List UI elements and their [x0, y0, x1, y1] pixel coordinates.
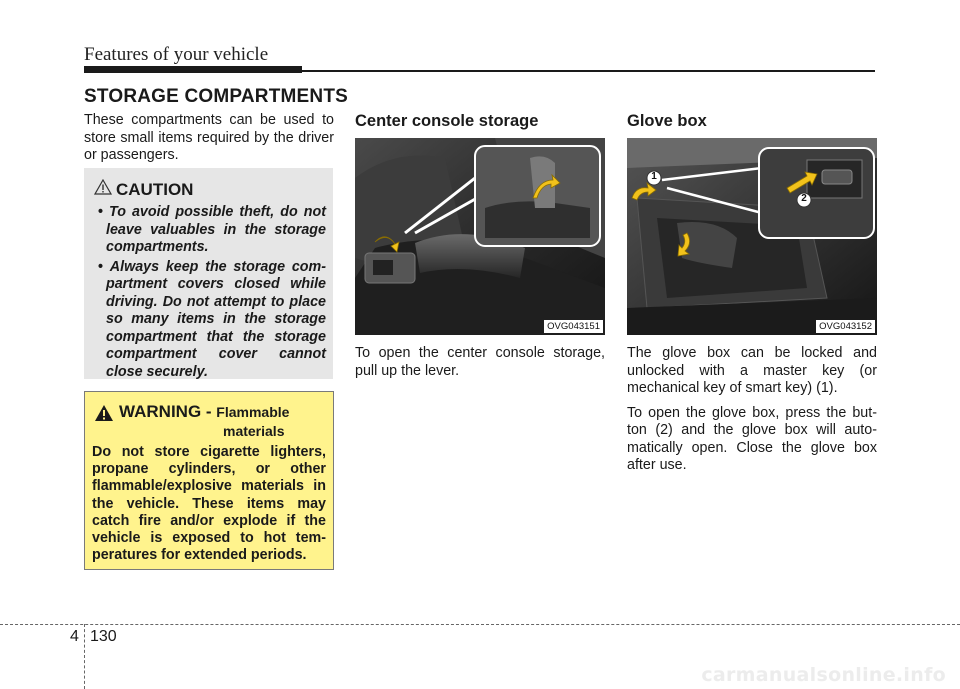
- chapter-number: 4: [70, 628, 79, 645]
- page-header-title: Features of your vehicle: [84, 44, 269, 65]
- warning-box: [84, 391, 334, 570]
- center-console-illustration: [355, 138, 605, 335]
- footer-dashed-divider: [84, 624, 85, 689]
- glove-box-illustration: [627, 138, 877, 335]
- caution-item: • Always keep the storage com-partment covers closed while driving. Do not attempt to place so many items in the storage compartment that the storage compartment cover cannot close securely.: [90, 259, 326, 382]
- header-rule-thick: [84, 66, 302, 73]
- caution-box: [84, 168, 333, 379]
- caution-triangle-icon: [94, 179, 112, 195]
- callout-2: 2: [801, 193, 807, 204]
- warning-triangle-icon: [94, 404, 114, 422]
- center-console-heading: Center console storage: [355, 112, 539, 130]
- intro-paragraph: These compartments can be used to store small items required by the driver or passengers.: [84, 112, 334, 163]
- image-code-label: OVG043152: [816, 320, 875, 333]
- section-heading: STORAGE COMPARTMENTS: [84, 86, 349, 107]
- caution-title: CAUTION: [116, 180, 194, 199]
- glove-box-paragraph: The glove box can be locked and unlocked with a master key (or mechanical key of smart key) (1).: [627, 345, 877, 396]
- glove-box-text: [627, 345, 877, 482]
- center-console-text: To open the center console storage, pull up the lever.: [355, 345, 605, 379]
- warning-subtitle-line2: materials: [223, 423, 285, 439]
- warning-text: Do not store cigarette lighters, propane cylinders, or other flammable/explosive materials in the vehicle. These items may catch fire and/or explode if the vehicle is exposed to hot tem-peratures for extended periods.: [92, 444, 326, 564]
- page-number: 130: [90, 628, 117, 645]
- footer-dashed-rule: [0, 624, 960, 625]
- header-rule-thin: [302, 70, 875, 72]
- warning-title: [119, 402, 289, 422]
- glove-box-heading: Glove box: [627, 112, 707, 130]
- warning-subtitle: Flammable: [216, 404, 290, 420]
- glove-box-paragraph: To open the glove box, press the but-ton (2) and the glove box will auto-matically open. Close the glove box after use.: [627, 404, 877, 473]
- center-console-photo: [355, 138, 605, 335]
- caution-item: • To avoid possible theft, do not leave valuables in the storage compartments.: [90, 204, 326, 257]
- warning-label: WARNING -: [119, 402, 212, 421]
- image-code-label: OVG043151: [544, 320, 603, 333]
- caution-list: [90, 204, 326, 383]
- glove-box-photo: [627, 138, 877, 335]
- watermark: carmanualsonline.info: [701, 664, 946, 686]
- callout-1: 1: [651, 171, 657, 182]
